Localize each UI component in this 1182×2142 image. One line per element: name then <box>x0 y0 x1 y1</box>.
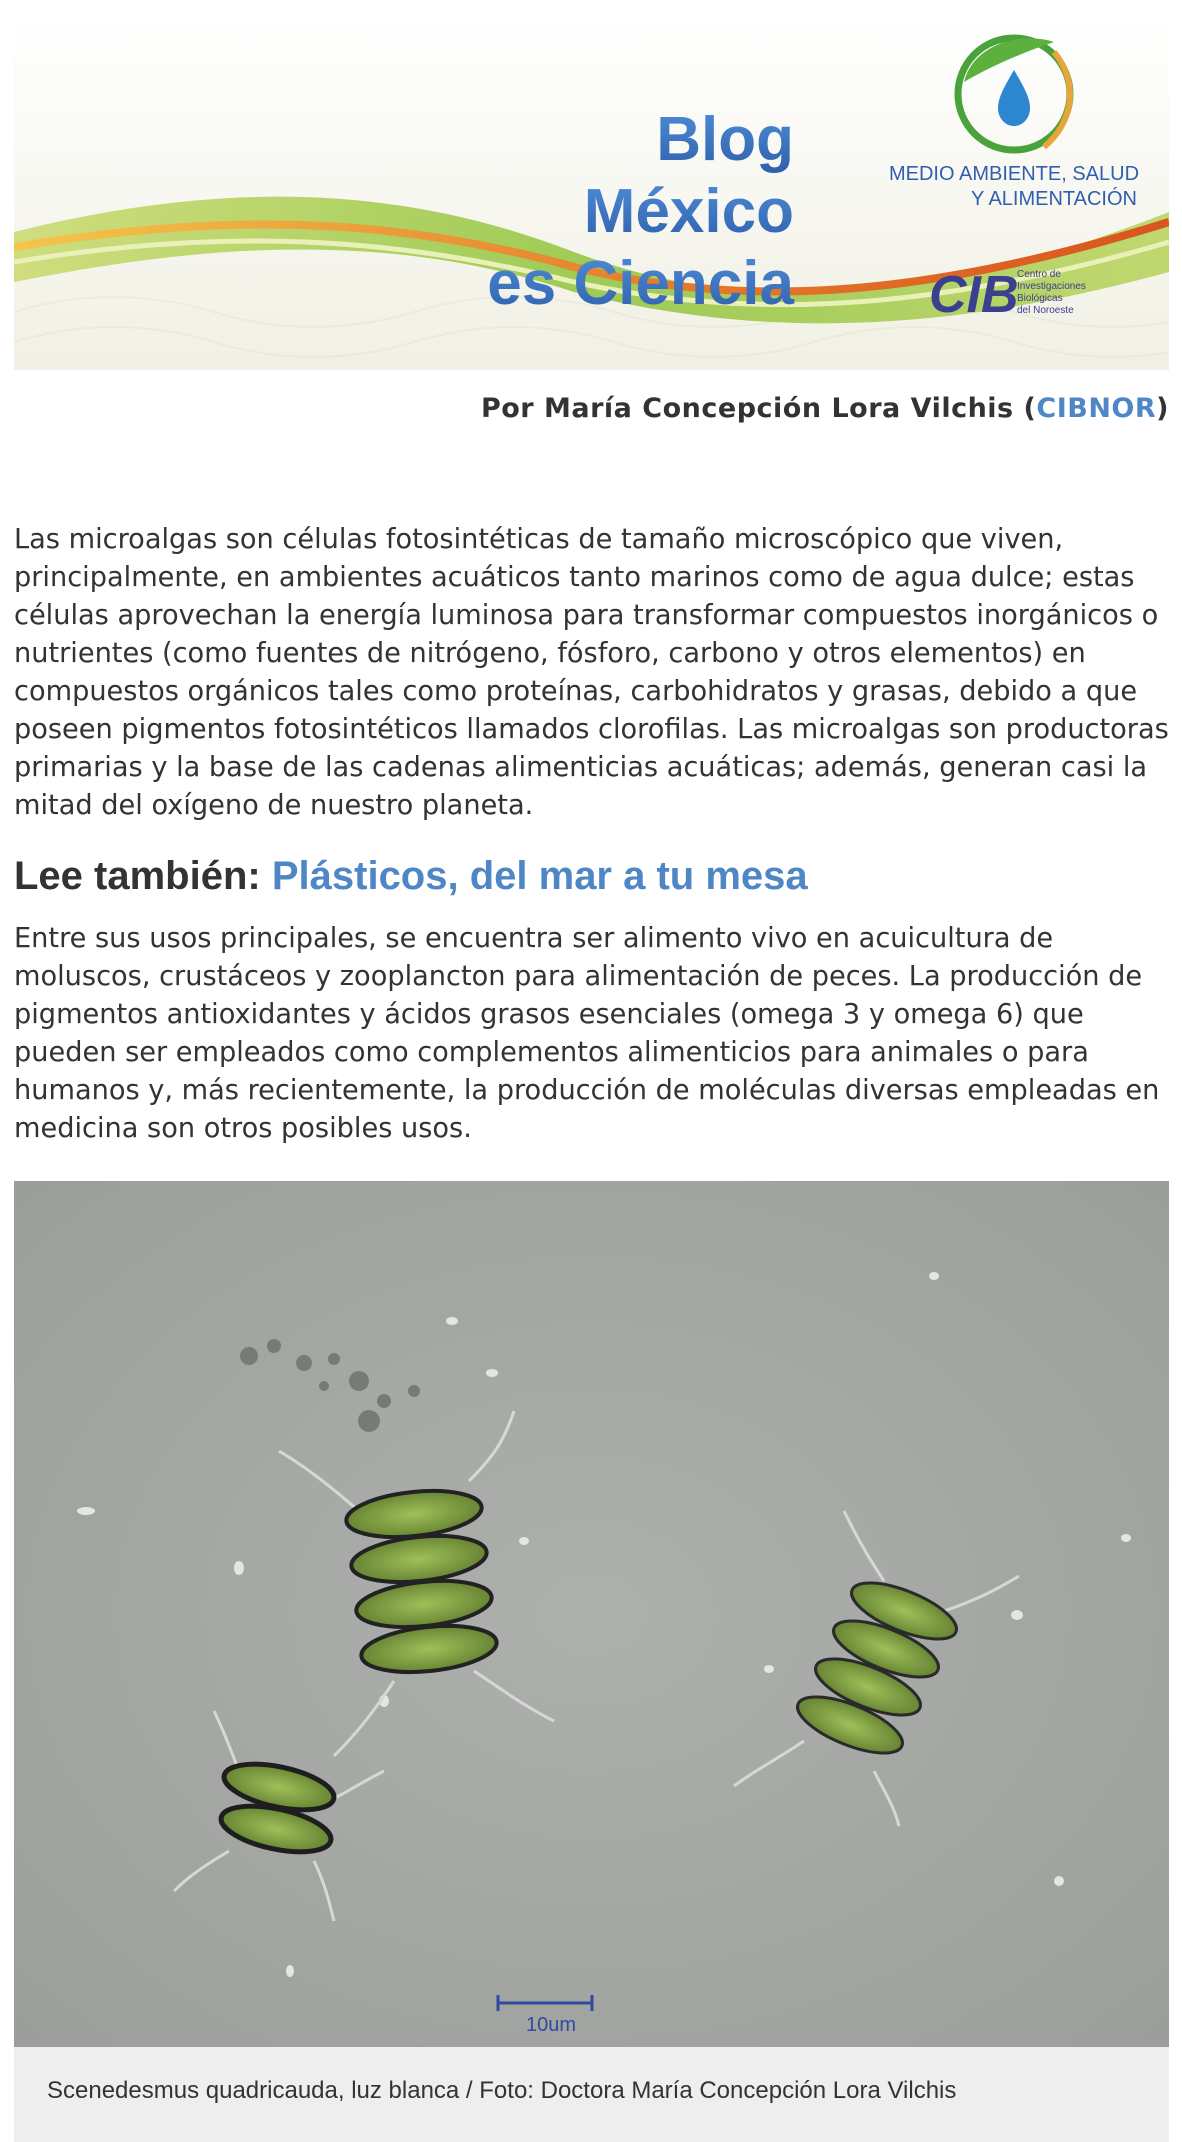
blog-banner <box>14 12 1169 370</box>
cibnor-link[interactable]: CIBNOR <box>1036 393 1157 424</box>
author-byline <box>14 393 1169 424</box>
article-paragraph-1: Las microalgas son células fotosintéticas de tamaño microscópico que viven, principalmente, en ambientes acuáticos tanto marinos como de agua dulce; estas células aprovechan la energía luminosa para transformar compuestos inorgánicos o nutrientes (como fuentes de nitrógeno, fósforo, carbono y otros elementos) en compuestos orgánicos tales como proteínas, carbohidratos y grasas, debido a que poseen pigmentos fotosintéticos llamados clorofilas. Las microalgas son productoras primarias y la base de las cadenas alimenticias acuáticas; además, generan casi la mitad del oxígeno de nuestro planeta. <box>14 524 1169 821</box>
cib-text-1: Centro de <box>1017 269 1061 280</box>
cib-text-4: del Noroeste <box>1017 305 1074 316</box>
scale-bar-label: 10um <box>526 2014 577 2036</box>
cib-logo: CIB <box>929 266 1019 324</box>
cib-text-2: Investigaciones <box>1017 281 1086 292</box>
read-also-label: Lee también: <box>14 854 261 898</box>
read-also-heading <box>14 852 808 900</box>
banner-title-line-3: es Ciencia <box>487 249 794 318</box>
photo-caption: Scenedesmus quadricauda, luz blanca / Foto: Doctora María Concepción Lora Vilchis <box>14 2047 1169 2142</box>
microalgae-photo <box>14 1181 1169 2047</box>
read-also-link[interactable]: Plásticos, del mar a tu mesa <box>271 854 808 898</box>
logo-text-line-1: MEDIO AMBIENTE, SALUD <box>888 163 1140 185</box>
banner-title-line-1: Blog <box>656 105 794 174</box>
logo-text-line-2: Y ALIMENTACIÓN <box>971 188 1137 210</box>
banner-title-line-2: México <box>583 177 794 246</box>
article-paragraph-2: Entre sus usos principales, se encuentra ser alimento vivo en acuicultura de moluscos, crustáceos y zooplancton para alimentación de peces. La producción de pigmentos antioxidantes y ácidos grasos esenciales (omega 3 y omega 6) que pueden ser empleados como complementos alimenticios para animales o para humanos y, más recientemente, la producción de moléculas diversas empleadas en medicina son otros posibles usos. <box>14 923 1160 1144</box>
banner-graphic <box>14 12 1169 370</box>
byline-prefix: Por María Concepción Lora Vilchis ( <box>480 393 1037 424</box>
cib-text-3: Biológicas <box>1017 293 1063 304</box>
microscope-image <box>14 1181 1169 2047</box>
byline-suffix: ) <box>1156 393 1169 424</box>
